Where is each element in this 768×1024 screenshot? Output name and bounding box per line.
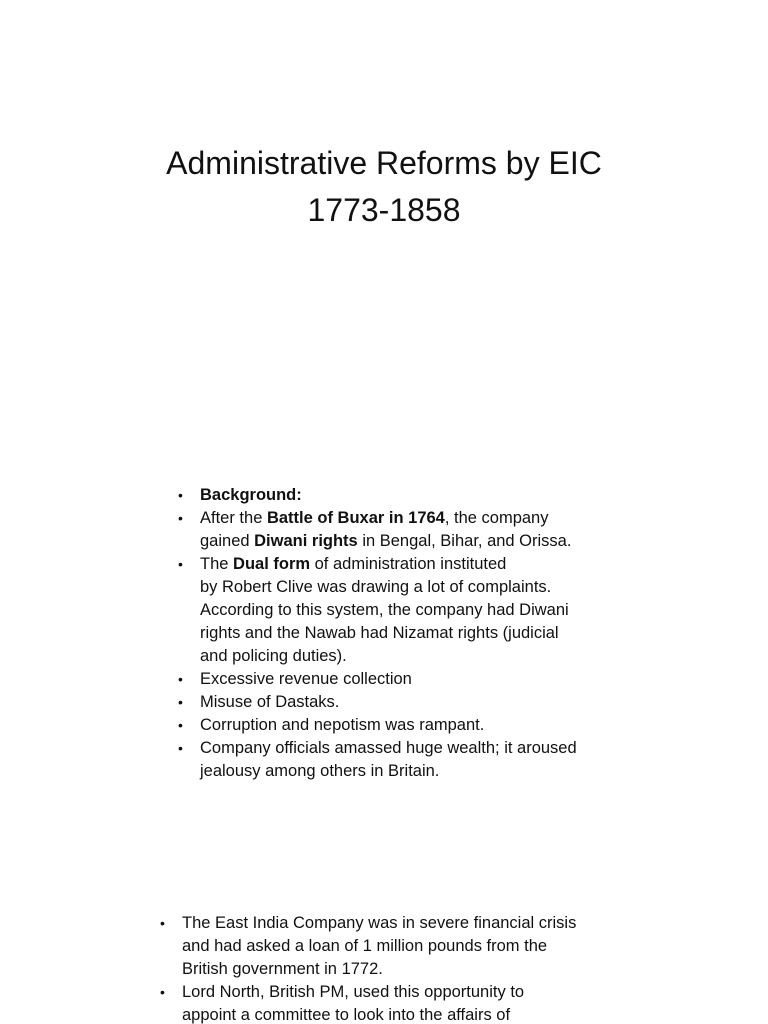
bullet-icon: • [178, 717, 183, 733]
page-title [0, 140, 768, 234]
list-item [178, 507, 620, 553]
text-line [182, 958, 602, 981]
text: rights and the Nawab had Nizamat rights (judicial [200, 624, 559, 642]
text: British government in 1772. [182, 960, 383, 978]
list-item [160, 912, 602, 981]
text: by Robert Clive was drawing a lot of complaints. [200, 578, 552, 596]
text-line [200, 530, 620, 553]
text: of administration instituted [310, 555, 507, 573]
list-item [178, 691, 620, 714]
text-line [200, 714, 620, 737]
financial-crisis-bullet-list [160, 912, 602, 1024]
bullet-icon: • [178, 510, 183, 526]
text: Corruption and nepotism was rampant. [200, 716, 485, 734]
text-line [182, 935, 602, 958]
text: Company officials amassed huge wealth; it aroused [200, 739, 577, 757]
bullet-icon: • [160, 984, 165, 1000]
text: , the company [444, 509, 549, 527]
text-line [200, 622, 620, 645]
list-item [178, 737, 620, 783]
text: Excessive revenue collection [200, 670, 412, 688]
text-line [200, 599, 620, 622]
list-item [178, 484, 620, 507]
list-item [178, 714, 620, 737]
text-line [200, 760, 620, 783]
text-line [182, 1004, 602, 1024]
bold-text: Background: [200, 486, 302, 504]
bullet-icon: • [178, 671, 183, 687]
bullet-icon: • [178, 487, 183, 503]
text-line [200, 553, 620, 576]
text: Lord North, British PM, used this opportunity to [182, 983, 525, 1001]
text: The [200, 555, 234, 573]
text: appoint a committee to look into the affairs of [182, 1006, 511, 1024]
bullet-icon: • [160, 915, 165, 931]
bold-text: Diwani rights [254, 532, 358, 550]
text-line [200, 576, 620, 599]
text: After the [200, 509, 267, 527]
text-line [200, 737, 620, 760]
bullet-icon: • [178, 694, 183, 710]
text-line [200, 484, 620, 507]
bullet-icon: • [178, 740, 183, 756]
bullet-icon: • [178, 556, 183, 572]
title-line-2: 1773-1858 [307, 192, 461, 228]
list-item [178, 553, 620, 668]
list-item [178, 668, 620, 691]
text-line [182, 981, 602, 1004]
text-line [200, 691, 620, 714]
bold-text: Battle of Buxar in 1764 [266, 509, 445, 527]
text: The East India Company was in severe financial crisis [182, 914, 577, 932]
bold-text: Dual form [233, 555, 311, 573]
list-item [160, 981, 602, 1024]
background-bullet-list [178, 484, 620, 783]
text-line [200, 507, 620, 530]
text: According to this system, the company had Diwani [200, 601, 569, 619]
text: in Bengal, Bihar, and Orissa. [357, 532, 572, 550]
text-line [200, 645, 620, 668]
text-line [200, 668, 620, 691]
text: jealousy among others in Britain. [200, 762, 440, 780]
title-line-1: Administrative Reforms by EIC [166, 145, 602, 181]
text: gained [200, 532, 255, 550]
text: and policing duties). [200, 647, 347, 665]
text: Misuse of Dastaks. [200, 693, 340, 711]
text: and had asked a loan of 1 million pounds from the [182, 937, 548, 955]
text-line [182, 912, 602, 935]
